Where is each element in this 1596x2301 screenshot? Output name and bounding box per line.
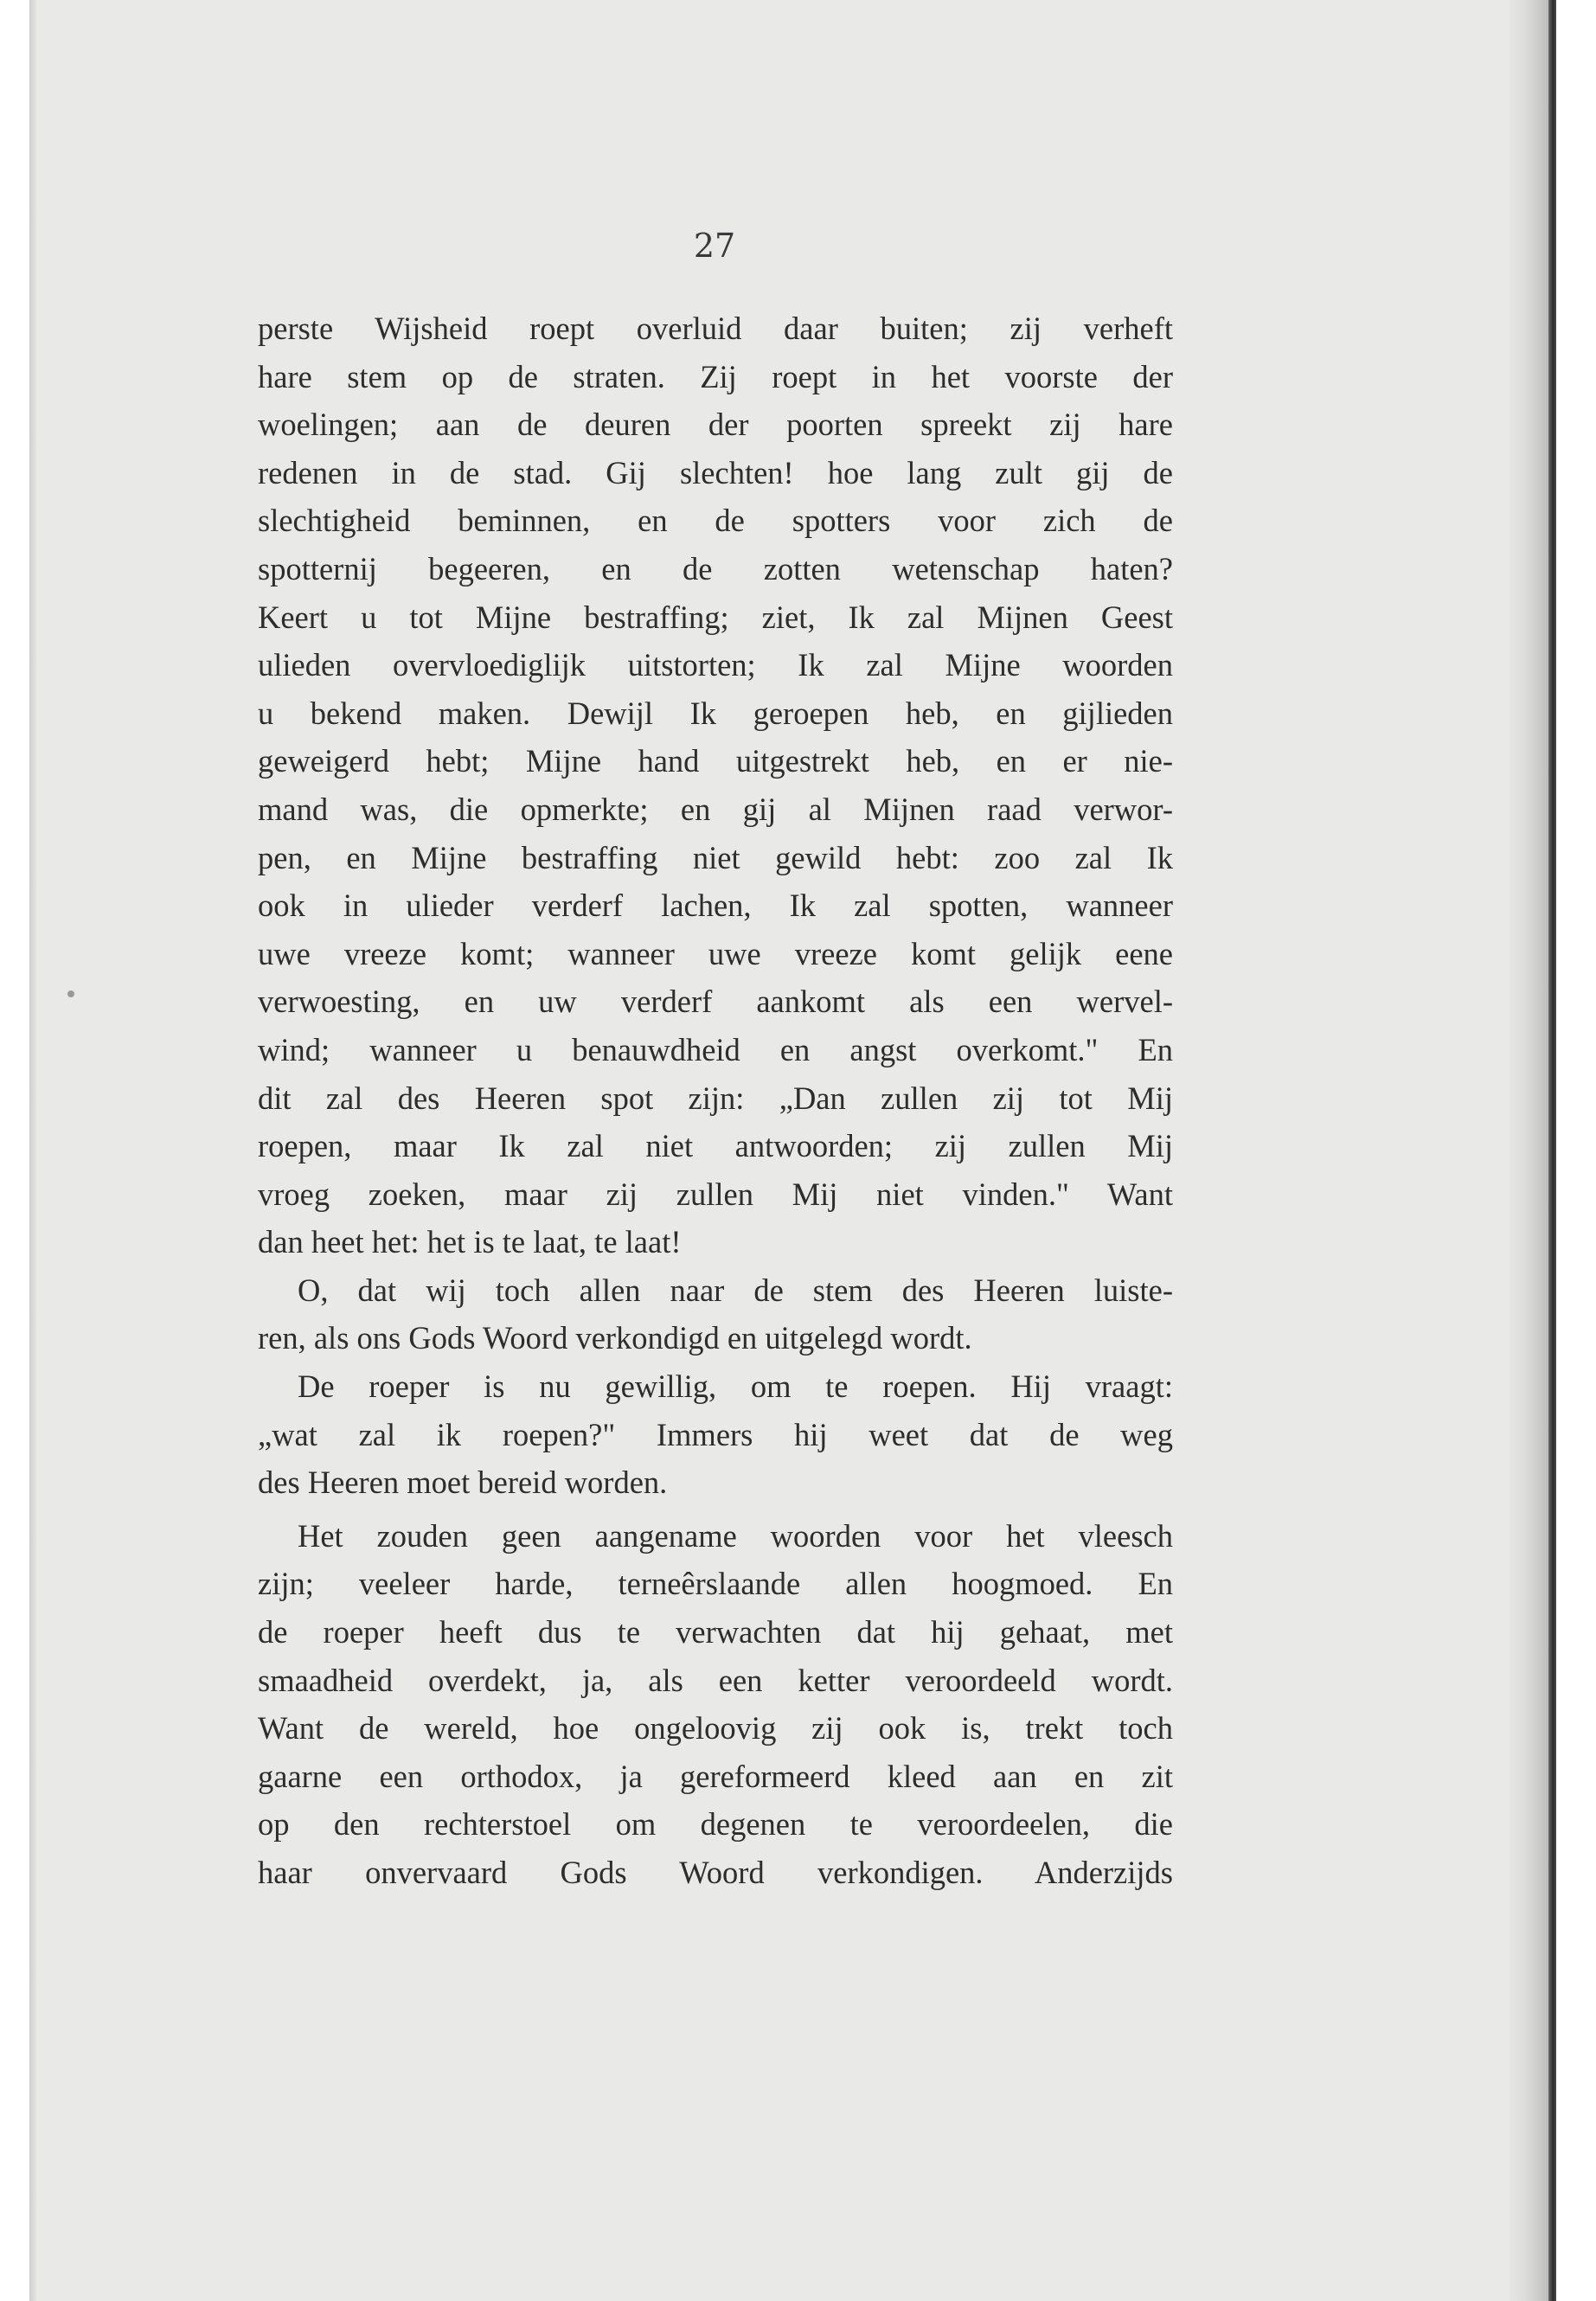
text-line: verwoesting, en uw verderf aankomt als een wervel- bbox=[258, 984, 1173, 1020]
page-left-edge bbox=[29, 0, 36, 2301]
text-line: Keert u tot Mijne bestraffing; ziet, Ik zal Mijnen Geest bbox=[258, 599, 1173, 635]
text-line: pen, en Mijne bestraffing niet gewild hebt: zoo zal Ik bbox=[258, 839, 1173, 875]
text-line: dit zal des Heeren spot zijn: „Dan zullen zij tot Mij bbox=[258, 1080, 1173, 1116]
text-line: gaarne een orthodox, ja gereformeerd kleed aan en zit bbox=[258, 1758, 1173, 1794]
text-line: mand was, die opmerkte; en gij al Mijnen raad verwor- bbox=[258, 791, 1173, 827]
text-line: smaadheid overdekt, ja, als een ketter veroordeeld wordt. bbox=[258, 1662, 1173, 1698]
text-line: slechtigheid beminnen, en de spotters voor zich de bbox=[258, 503, 1173, 539]
text-line: des Heeren moet bereid worden. bbox=[258, 1465, 668, 1501]
text-line: De roeper is nu gewillig, om te roepen. Hij vraagt: bbox=[298, 1368, 1173, 1405]
text-line: haar onvervaard Gods Woord verkondigen. Anderzijds bbox=[258, 1855, 1173, 1890]
text-line: op den rechterstoel om degenen te veroordeelen, die bbox=[258, 1806, 1173, 1843]
text-line: u bekend maken. Dewijl Ik geroepen heb, en gijlieden bbox=[258, 695, 1173, 731]
text-line: Want de wereld, hoe ongeloovig zij ook is, trekt toch bbox=[258, 1710, 1173, 1747]
body-text bbox=[258, 304, 1173, 1897]
text-line: zijn; veeleer harde, terneêrslaande allen hoogmoed. En bbox=[258, 1566, 1173, 1602]
text-line: ren, als ons Gods Woord verkondigd en uitgelegd wordt. bbox=[258, 1320, 972, 1356]
text-line: redenen in de stad. Gij slechten! hoe lang zult gij de bbox=[258, 454, 1173, 490]
text-line: „wat zal ik roepen?" Immers hij weet dat de weg bbox=[258, 1416, 1173, 1452]
binding-shadow bbox=[1509, 0, 1548, 2301]
text-line: geweigerd hebt; Mijne hand uitgestrekt heb, en er nie- bbox=[258, 743, 1173, 779]
page-number: 27 bbox=[693, 227, 736, 265]
text-line: ulieden overvloediglijk uitstorten; Ik zal Mijne woorden bbox=[258, 647, 1173, 683]
text-line: woelingen; aan de deuren der poorten spreekt zij hare bbox=[258, 407, 1173, 443]
text-line: O, dat wij toch allen naar de stem des Heeren luiste- bbox=[298, 1272, 1173, 1308]
text-line: spotternij begeeren, en de zotten wetenschap haten? bbox=[258, 550, 1173, 586]
text-line: ook in ulieder verderf lachen, Ik zal spotten, wanneer bbox=[258, 888, 1173, 924]
text-line: de roeper heeft dus te verwachten dat hij gehaat, met bbox=[258, 1614, 1173, 1650]
text-line: Het zouden geen aangename woorden voor het vleesch bbox=[298, 1517, 1173, 1554]
text-line: perste Wijsheid roept overluid daar buiten; zij verheft bbox=[258, 311, 1173, 346]
text-line: hare stem op de straten. Zij roept in het voorste der bbox=[258, 358, 1173, 394]
text-line: roepen, maar Ik zal niet antwoorden; zij zullen Mij bbox=[258, 1128, 1173, 1164]
text-line: uwe vreeze komt; wanneer uwe vreeze komt gelijk eene bbox=[258, 935, 1173, 971]
paper-speck bbox=[67, 990, 74, 997]
text-line: vroeg zoeken, maar zij zullen Mij niet vinden." Want bbox=[258, 1176, 1173, 1212]
binding-edge bbox=[1548, 0, 1556, 2301]
text-line: dan heet het: het is te laat, te laat! bbox=[258, 1224, 682, 1260]
text-line: wind; wanneer u benauwdheid en angst overkomt." En bbox=[258, 1031, 1173, 1067]
